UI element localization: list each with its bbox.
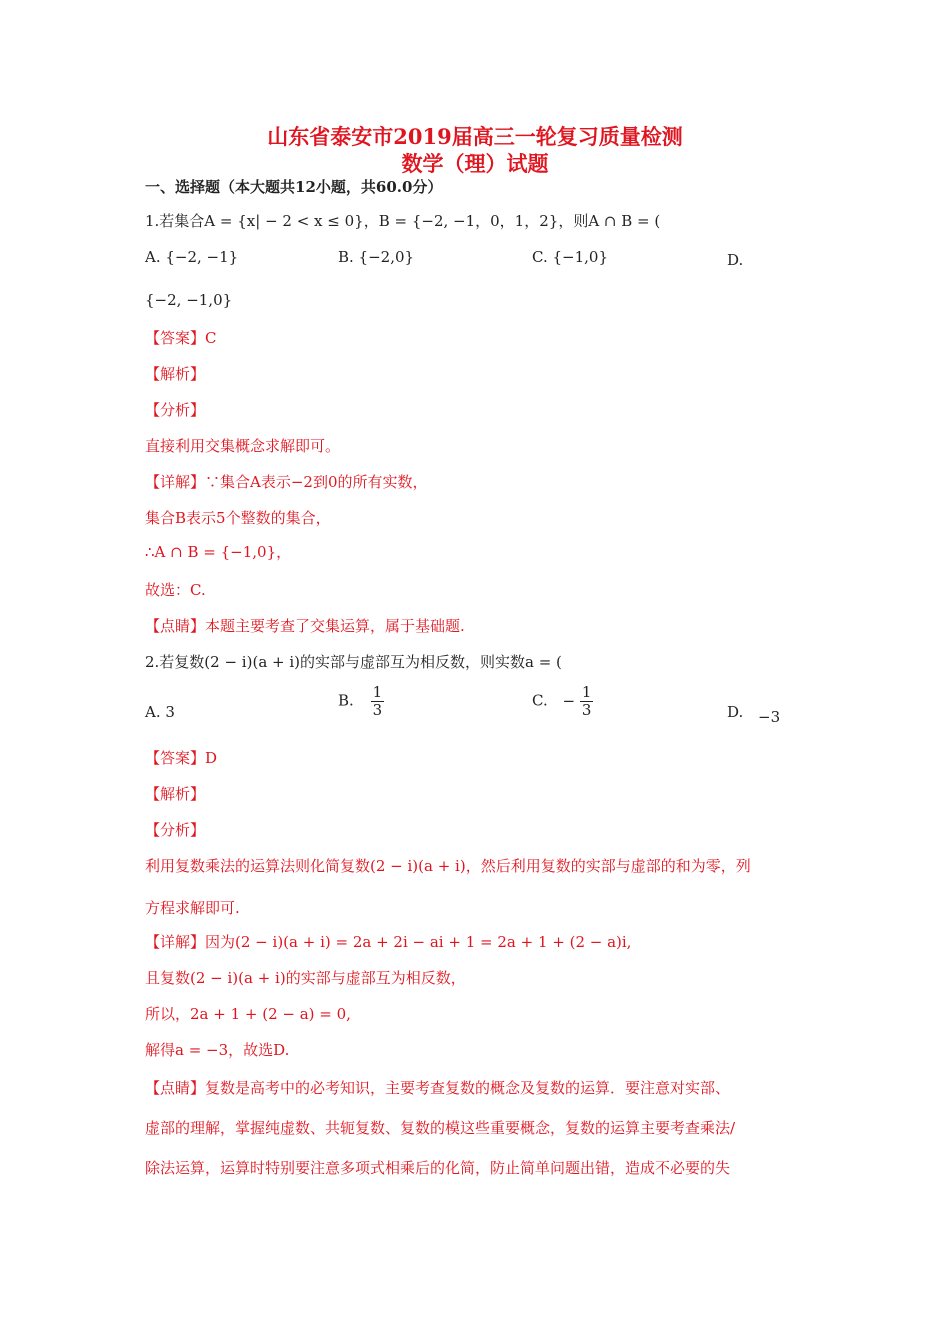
q1-xiangjie-line3: ∴A ∩ B = {−1,0}，: [145, 543, 292, 561]
q2-option-c-sign: −: [562, 691, 576, 710]
q2-xiangjie-line3: 所以，2a + 1 + (2 − a) = 0,: [145, 1005, 351, 1023]
q1-xiangjie-text: ∵集合A表示−2到0的所有实数，: [205, 473, 428, 491]
q2-xiangjie-line4: 解得a = −3，故选D.: [145, 1041, 290, 1059]
q1-option-d: D.: [727, 251, 744, 269]
q1-xiangjie-line4: 故选：C.: [145, 581, 206, 599]
q2-dianjing-text-1: 复数是高考中的必考知识，主要考查复数的概念及复数的运算．要注意对实部、: [205, 1079, 731, 1097]
q1-option-d-value: {−2, −1,0}: [145, 291, 233, 309]
q1-xiangjie-line2: 集合B表示5个整数的集合，: [145, 509, 331, 527]
q2-option-b-label: B.: [338, 691, 354, 710]
q2-option-d: [727, 702, 781, 726]
q1-fenxi: 【分析】: [145, 401, 206, 419]
q2-jiexi: 【解析】: [145, 785, 206, 803]
q1-jiexi: 【解析】: [145, 365, 206, 383]
q2-option-b: [338, 684, 384, 719]
q2-option-d-value: −3: [758, 708, 781, 726]
q2-option-a: A. 3: [145, 703, 175, 721]
q2-option-b-denominator: 3: [372, 701, 383, 719]
q1-answer: 【答案】C: [145, 329, 217, 347]
q2-xiangjie-label: 【详解】: [145, 933, 206, 951]
q1-fenxi-text: 直接利用交集概念求解即可。: [145, 437, 341, 455]
q2-xiangjie: [145, 932, 631, 952]
q1-dianjing-text: 本题主要考查了交集运算，属于基础题.: [205, 617, 465, 635]
q1-xiangjie: [145, 472, 428, 492]
q2-option-c-label: C.: [532, 691, 548, 710]
q2-option-b-numerator: 1: [372, 683, 383, 701]
q2-xiangjie-text: 因为(2 − i)(a + i) = 2a + 2i − ai + 1 = 2a + 1 + (2 − a)i,: [205, 933, 632, 951]
section-heading: 一、选择题（本大题共12小题，共60.0分）: [145, 178, 443, 196]
q1-option-a: A. {−2, −1}: [145, 248, 239, 266]
q2-dianjing-text-3: 除法运算，运算时特别要注意多项式相乘后的化简，防止简单问题出错，造成不必要的失: [145, 1159, 731, 1177]
q2-option-c-denominator: 3: [581, 701, 592, 719]
q2-option-c: [532, 684, 593, 719]
q2-fenxi: 【分析】: [145, 821, 206, 839]
doc-title-line2: 数学（理）试题: [401, 151, 549, 176]
doc-title-line1: 山东省泰安市2019届高三一轮复习质量检测: [267, 124, 683, 149]
q2-fenxi-text-2: 方程求解即可.: [145, 899, 240, 917]
q2-option-d-label: D.: [727, 703, 744, 721]
q1-xiangjie-label: 【详解】: [145, 473, 206, 491]
q2-xiangjie-line2: 且复数(2 − i)(a + i)的实部与虚部互为相反数，: [145, 969, 466, 987]
q2-dianjing: [145, 1078, 730, 1098]
q2-fenxi-text-1: 利用复数乘法的运算法则化简复数(2 − i)(a + i)，然后利用复数的实部与虚部的和为零，列: [145, 857, 751, 875]
q1-option-c: C. {−1,0}: [532, 248, 608, 266]
q1-dianjing-label: 【点睛】: [145, 617, 206, 635]
q1-stem: 1.若集合A = {x| − 2 < x ≤ 0}，B = {−2, −1，0，1，2}，则A ∩ B = (: [145, 212, 661, 230]
q2-answer: 【答案】D: [145, 749, 218, 767]
q1-dianjing: [145, 616, 465, 636]
q2-dianjing-label: 【点睛】: [145, 1079, 206, 1097]
q2-option-c-fraction: [580, 684, 594, 719]
q2-option-c-numerator: 1: [581, 683, 592, 701]
q2-option-b-fraction: [371, 684, 385, 719]
q1-option-b: B. {−2,0}: [338, 248, 415, 266]
q2-dianjing-text-2: 虚部的理解，掌握纯虚数、共轭复数、复数的模这些重要概念，复数的运算主要考查乘法/: [145, 1119, 736, 1137]
q2-stem: 2.若复数(2 − i)(a + i)的实部与虚部互为相反数，则实数a = (: [145, 653, 562, 671]
